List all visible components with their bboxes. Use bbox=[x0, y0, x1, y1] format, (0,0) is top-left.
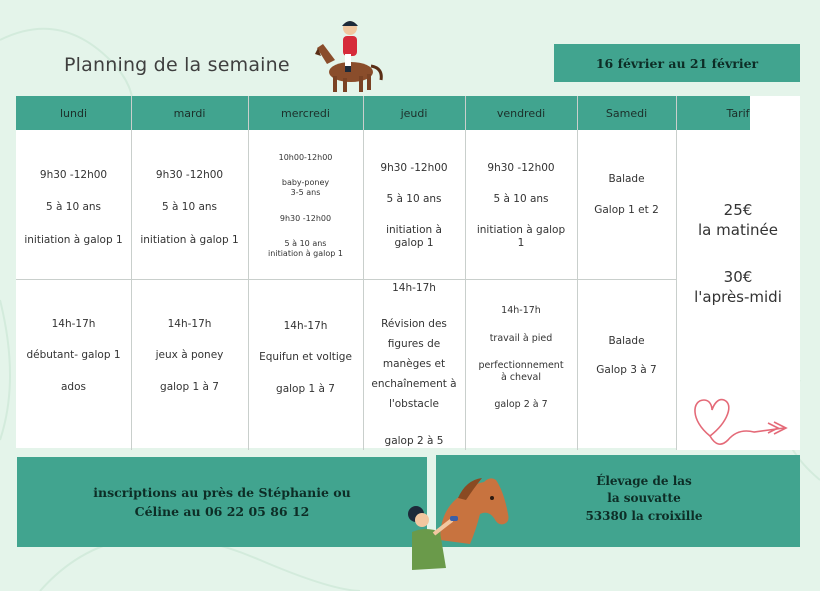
cell-line: manèges et bbox=[382, 358, 446, 371]
cell-line: Révision des bbox=[381, 318, 447, 331]
cell-line: Equifun et voltige bbox=[259, 351, 352, 364]
day-header-samedi: Samedi bbox=[605, 106, 648, 120]
cell-line: 14h-17h bbox=[167, 318, 212, 331]
morning-cell-jeudi bbox=[363, 140, 465, 272]
cell-line: 10h00-12h00 bbox=[278, 153, 333, 163]
cell-line bbox=[477, 224, 565, 250]
cell-line: travail à pied bbox=[489, 332, 553, 344]
cell-line bbox=[268, 239, 343, 259]
cell-line: Galop 3 à 7 bbox=[596, 363, 657, 376]
cell-line: 5 à 10 ans bbox=[493, 192, 549, 205]
cell-line: enchaînement à bbox=[371, 377, 457, 390]
cell-line bbox=[371, 315, 456, 415]
address-block bbox=[544, 473, 744, 525]
cell-line: galop 2 à 5 bbox=[384, 434, 444, 447]
afternoon-price-label: l'après-midi bbox=[694, 287, 782, 306]
row-divider bbox=[16, 279, 676, 280]
page-title: Planning de la semaine bbox=[64, 54, 290, 76]
cell-line: Balade bbox=[608, 172, 645, 185]
horse-rider-illustration bbox=[313, 14, 385, 94]
cell-line: initiation à galop 1 bbox=[268, 248, 343, 258]
cell-line: jeux à poney bbox=[155, 349, 224, 362]
cell-line: débutant- galop 1 bbox=[26, 349, 121, 362]
day-header-mardi: mardi bbox=[173, 106, 206, 120]
cell-line bbox=[282, 178, 329, 198]
cell-line: galop 1 bbox=[394, 237, 434, 249]
contact-banner bbox=[17, 457, 427, 547]
cell-line: 9h30 -12h00 bbox=[155, 169, 224, 182]
cell-line: initiation à bbox=[386, 223, 442, 236]
address-line: la souvatte bbox=[607, 491, 681, 506]
afternoon-price: 30€ bbox=[723, 267, 753, 286]
cell-line: initiation à galop 1 bbox=[140, 233, 239, 246]
cell-line: figures de bbox=[387, 338, 441, 351]
cell-line: galop 2 à 7 bbox=[494, 398, 548, 410]
cell-line: 1 bbox=[517, 237, 525, 249]
cell-line: baby-poney bbox=[281, 178, 330, 188]
afternoon-cell-lundi bbox=[16, 296, 131, 416]
cell-line: à cheval bbox=[500, 371, 541, 383]
cell-line: 9h30 -12h00 bbox=[380, 161, 448, 174]
cell-line bbox=[478, 360, 563, 384]
cell-line: l'obstacle bbox=[388, 397, 440, 410]
cell-line: 14h-17h bbox=[51, 318, 96, 331]
cell-line: 14h-17h bbox=[283, 320, 328, 333]
morning-price: 25€ bbox=[723, 201, 753, 219]
cell-line: 5 à 10 ans bbox=[161, 201, 218, 214]
cell-line: 14h-17h bbox=[501, 305, 541, 317]
cell-line: 9h30 -12h00 bbox=[279, 213, 332, 223]
afternoon-cell-samedi bbox=[577, 316, 676, 396]
cell-line: ados bbox=[61, 380, 86, 393]
morning-cell-mardi bbox=[131, 146, 248, 270]
cell-line bbox=[386, 224, 442, 250]
address-line: Élevage de las bbox=[596, 474, 692, 488]
contact-line: inscriptions au près de Stéphanie ou bbox=[93, 484, 351, 500]
morning-cell-lundi bbox=[16, 146, 131, 270]
cell-line: initiation à galop bbox=[476, 223, 566, 236]
cell-line: 5 à 10 ans bbox=[284, 238, 327, 248]
cell-line: perfectionnement bbox=[478, 359, 564, 371]
cell-line: 3-5 ans bbox=[290, 188, 321, 198]
afternoon-cell-mercredi bbox=[248, 298, 363, 418]
afternoon-cell-mardi bbox=[131, 296, 248, 416]
cell-line: 14h-17h bbox=[392, 282, 436, 294]
cell-line: initiation à galop 1 bbox=[24, 233, 123, 246]
cell-line: galop 1 à 7 bbox=[276, 382, 335, 395]
day-header-vendredi: vendredi bbox=[496, 106, 546, 120]
morning-cell-mercredi bbox=[248, 134, 363, 278]
afternoon-cell-jeudi bbox=[363, 280, 465, 450]
morning-price-label: la matinée bbox=[698, 221, 778, 240]
morning-cell-samedi bbox=[577, 150, 676, 240]
cell-line: 9h30 -12h00 bbox=[487, 161, 555, 174]
cell-line: 5 à 10 ans bbox=[386, 192, 442, 205]
day-header-tarif: Tarif bbox=[726, 106, 750, 120]
tarif-prices bbox=[676, 200, 800, 307]
cell-line: Galop 1 et 2 bbox=[594, 204, 659, 217]
cell-line: Balade bbox=[608, 335, 645, 348]
address-line: 53380 la croixille bbox=[585, 508, 703, 523]
day-header-mercredi: mercredi bbox=[281, 106, 330, 120]
heart-arrow-icon bbox=[688, 392, 792, 456]
cell-line: galop 1 à 7 bbox=[160, 380, 219, 393]
contact-phone-line: Céline au 06 22 05 86 12 bbox=[134, 504, 310, 519]
morning-cell-vendredi bbox=[465, 140, 577, 272]
horse-grooming-illustration bbox=[400, 470, 512, 574]
day-header-jeudi: jeudi bbox=[400, 106, 428, 120]
afternoon-cell-vendredi bbox=[465, 286, 577, 430]
date-range-banner: 16 février au 21 février bbox=[554, 44, 800, 82]
cell-line: 9h30 -12h00 bbox=[39, 169, 108, 182]
day-header-lundi: lundi bbox=[59, 106, 88, 120]
cell-line: 5 à 10 ans bbox=[45, 201, 102, 214]
